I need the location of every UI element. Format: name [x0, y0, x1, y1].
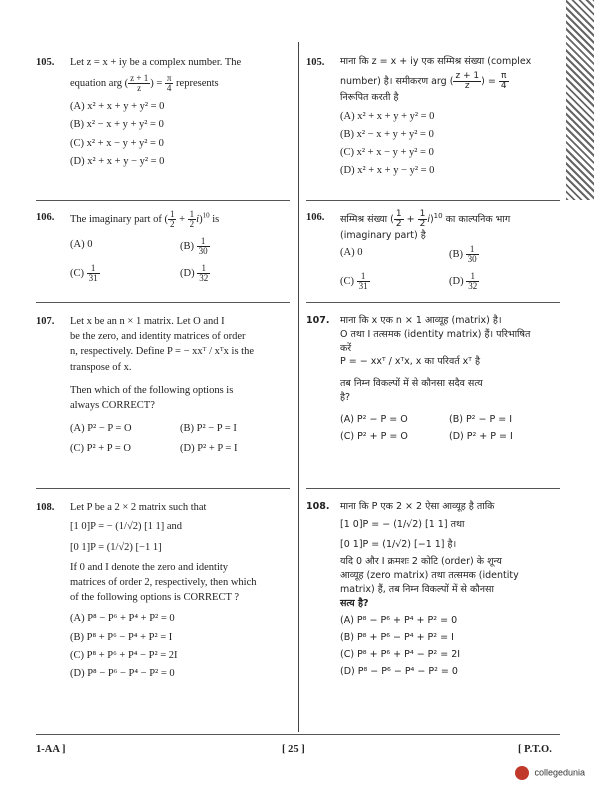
question-number: 108.	[306, 501, 330, 512]
question-text: transpose of x.	[70, 361, 132, 373]
question-108-en	[36, 500, 290, 684]
question-text: matrices of order 2, respectively, then which	[70, 576, 257, 588]
question-number: 106.	[306, 212, 325, 223]
option-b[interactable]: (B) P² − P = I	[449, 413, 513, 425]
question-equation: number) है। समीकरण arg ( $\frac{z + 1}{z}$ ) = $\frac{\pi}{4}$	[340, 70, 507, 91]
question-number: 106.	[36, 212, 55, 223]
question-text: माना कि x एक n × 1 आव्यूह (matrix) है।	[340, 315, 502, 326]
question-107-en	[36, 314, 290, 456]
question-text: तब निम्न विकल्पों में से कौनसा सदैव सत्य	[340, 378, 483, 390]
question-number: 105.	[36, 57, 55, 68]
question-number: 105.	[306, 57, 325, 68]
option-c[interactable]: (C) P² + P = O	[340, 431, 408, 443]
question-number: 107.	[36, 316, 55, 327]
equation-2: [0 1]P = (1/√2) [−1 1] है।	[340, 538, 457, 550]
question-text: Let P be a 2 × 2 matrix such that	[70, 502, 207, 513]
option-c[interactable]: (C) P⁸ + P⁶ + P⁴ − P² = 2I	[70, 649, 178, 661]
option-d[interactable]: (D) P⁸ − P⁶ − P⁴ − P² = 0	[340, 665, 458, 677]
option-d[interactable]: (D) P⁸ − P⁶ − P⁴ − P² = 0	[70, 667, 175, 679]
option-a[interactable]: (A) x² + x + y + y² = 0	[340, 110, 435, 122]
question-text: सम्मिश्र संख्या ( $\frac{1}{2}$ + $\frac{1}{2}$ i)$^{10}$ का काल्पनिक भाग	[340, 209, 511, 229]
equation-1: [1 0]P = − (1/√2) [1 1] तथा	[340, 518, 465, 530]
question-text: निरूपित करती है	[340, 91, 399, 103]
option-c[interactable]: (C) $\frac{1}{31}$	[340, 270, 368, 291]
option-b[interactable]: (B) x² − x + y + y² = 0	[340, 128, 434, 140]
option-c[interactable]: (C) x² + x − y + y² = 0	[340, 146, 434, 158]
question-text: Let x be an n × 1 matrix. Let O and I	[70, 316, 225, 327]
option-a[interactable]: (A) 0	[70, 239, 93, 250]
question-text: यदि 0 और I क्रमशः 2 कोटि (order) के शून्य	[340, 556, 502, 568]
separator	[306, 302, 560, 303]
question-number: 108.	[36, 502, 55, 513]
option-a[interactable]: (A) P² − P = O	[340, 413, 408, 425]
question-text: O तथा I तत्समक (identity matrix) हैं। परिभाषित	[340, 328, 531, 340]
option-a[interactable]: (A) P⁸ − P⁶ + P⁴ + P² = 0	[70, 613, 175, 625]
question-text: n, respectively. Define P = − xxᵀ / xᵀx is the	[70, 346, 255, 358]
option-d[interactable]: (D) x² + x + y − y² = 0	[340, 165, 435, 177]
question-text: always CORRECT?	[70, 400, 155, 412]
option-b[interactable]: (B) $\frac{1}{30}$	[449, 243, 477, 264]
brand-logo: collegedunia	[515, 766, 585, 780]
question-text: आव्यूह (zero matrix) तथा तत्समक (identity	[340, 570, 519, 582]
question-text: है?	[340, 391, 351, 403]
option-d[interactable]: (D) $\frac{1}{32}$	[180, 263, 209, 283]
column-divider	[298, 42, 299, 732]
option-a[interactable]: (A) P² − P = O	[70, 423, 132, 435]
question-text: of the following options is CORRECT ?	[70, 592, 239, 604]
question-equation: equation arg ( $\frac{z + 1}{z}$ ) = $\frac{\pi}{4}$ represents	[70, 73, 219, 94]
question-text: Then which of the following options is	[70, 384, 234, 396]
option-d[interactable]: (D) $\frac{1}{32}$	[449, 270, 478, 291]
question-106-en	[36, 210, 290, 283]
option-c[interactable]: (C) x² + x − y + y² = 0	[70, 137, 164, 149]
question-106-hi	[306, 210, 558, 291]
separator	[36, 302, 290, 303]
footer-code: 1-AA ]	[36, 744, 66, 755]
option-c[interactable]: (C) P² + P = O	[70, 442, 131, 454]
separator	[36, 200, 290, 201]
logo-icon	[515, 766, 529, 780]
separator	[306, 488, 560, 489]
separator	[36, 734, 560, 735]
question-text: matrix) हैं, तब निम्न विकल्पों में से कौनसा	[340, 583, 494, 595]
question-number: 107.	[306, 315, 330, 326]
question-text: करें	[340, 342, 352, 354]
option-a[interactable]: (A) x² + x + y + y² = 0	[70, 101, 165, 113]
option-d[interactable]: (D) P² + P = I	[180, 442, 238, 454]
question-text: If 0 and I denote the zero and identity	[70, 561, 229, 573]
option-c[interactable]: (C) $\frac{1}{31}$	[70, 263, 98, 283]
question-text: माना कि P एक 2 × 2 ऐसा आव्यूह है ताकि	[340, 501, 495, 512]
question-105-hi	[306, 55, 558, 181]
question-105-en	[36, 55, 290, 172]
question-text: The imaginary part of ( $\frac{1}{2}$ + $\frac{1}{2}$ i)$^{10}$ is	[70, 209, 220, 229]
equation-2: [0 1]P = (1/√2) [−1 1]	[70, 542, 162, 554]
separator	[306, 200, 560, 201]
question-text: माना कि z = x + iy एक सम्मिश्र संख्या (complex	[340, 56, 532, 67]
decorative-border	[566, 0, 594, 200]
option-b[interactable]: (B) x² − x + y + y² = 0	[70, 119, 164, 131]
option-b[interactable]: (B) P² − P = I	[180, 423, 237, 435]
question-text: सत्य है?	[340, 597, 369, 609]
question-text: Let z = x + iy be a complex number. The	[70, 57, 242, 68]
option-d[interactable]: (D) x² + x + y − y² = 0	[70, 155, 165, 167]
equation-1: [1 0]P = − (1/√2) [1 1] and	[70, 521, 182, 533]
question-text: be the zero, and identity matrices of order	[70, 331, 246, 343]
question-text: P = − xxᵀ / xᵀx, x का परिवर्त xᵀ है	[340, 356, 481, 368]
pto-label: [ P.T.O.	[518, 744, 552, 755]
option-b[interactable]: (B) P⁸ + P⁶ − P⁴ + P² = I	[70, 631, 173, 643]
question-text: (imaginary part) है	[340, 230, 426, 241]
separator	[36, 488, 290, 489]
option-b[interactable]: (B) $\frac{1}{30}$	[180, 236, 208, 256]
page-number: [ 25 ]	[282, 744, 305, 755]
option-a[interactable]: (A) P⁸ − P⁶ + P⁴ + P² = 0	[340, 615, 458, 627]
question-108-hi	[306, 500, 558, 681]
option-a[interactable]: (A) 0	[340, 246, 363, 258]
option-d[interactable]: (D) P² + P = I	[449, 431, 513, 443]
option-c[interactable]: (C) P⁸ + P⁶ + P⁴ − P² = 2I	[340, 648, 461, 660]
option-b[interactable]: (B) P⁸ + P⁶ − P⁴ + P² = I	[340, 632, 454, 644]
question-107-hi	[306, 314, 558, 444]
